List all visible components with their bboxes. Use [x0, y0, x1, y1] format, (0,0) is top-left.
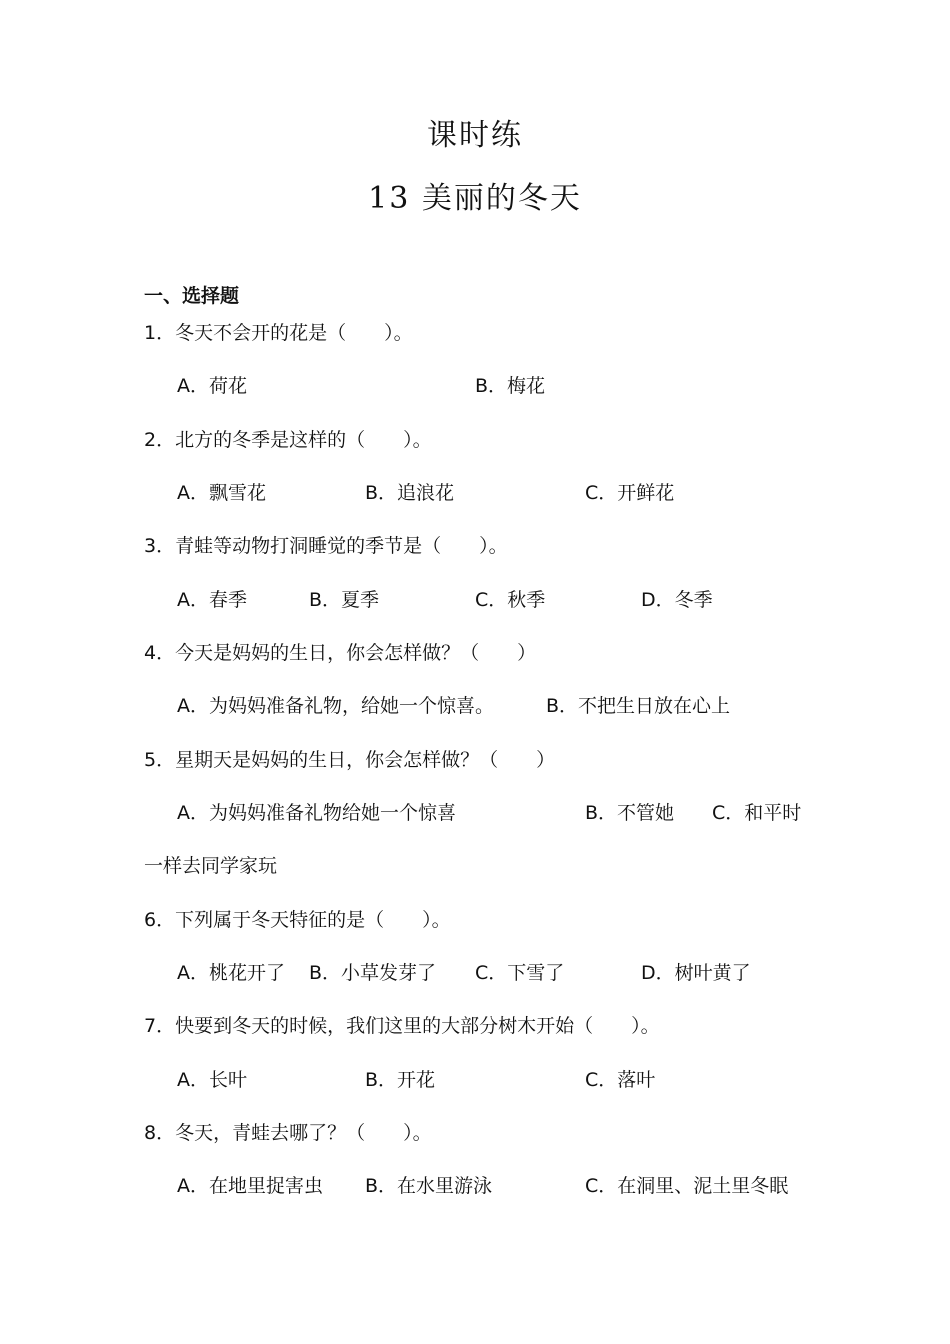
- question-7-stem: 7．快要到冬天的时候，我们这里的大部分树木开始（ ）。: [144, 1015, 660, 1037]
- question-6-option-b: B．小草发芽了: [309, 962, 437, 984]
- question-3-option-d: D．冬季: [641, 589, 713, 611]
- worksheet-title: 课时练: [427, 118, 523, 153]
- question-3-option-a: A．春季: [177, 589, 247, 611]
- question-5-option-c-continuation: 一样去同学家玩: [144, 855, 278, 877]
- question-2-option-b: B．追浪花: [365, 482, 455, 504]
- question-6-stem: 6．下列属于冬天特征的是（ ）。: [144, 909, 451, 931]
- question-2-option-a: A．飘雪花: [177, 482, 266, 504]
- question-7-option-a: A．长叶: [177, 1069, 247, 1091]
- question-7-option-c: C．落叶: [585, 1069, 656, 1091]
- question-4-option-a: A．为妈妈准备礼物，给她一个惊喜。: [177, 695, 494, 717]
- question-1-option-b: B．梅花: [475, 375, 546, 397]
- question-8-option-b: B．在水里游泳: [365, 1175, 493, 1197]
- question-4-stem: 4．今天是妈妈的生日，你会怎样做？（ ）: [144, 642, 537, 664]
- question-4-option-b: B．不把生日放在心上: [546, 695, 731, 717]
- question-5-option-b: B．不管她: [585, 802, 675, 824]
- question-7-option-b: B．开花: [365, 1069, 436, 1091]
- question-6-option-d: D．树叶黄了: [641, 962, 751, 984]
- question-8-option-c: C．在洞里、泥土里冬眠: [585, 1175, 789, 1197]
- lesson-title: 13 美丽的冬天: [368, 181, 582, 216]
- question-6-option-a: A．桃花开了: [177, 962, 285, 984]
- question-6-option-c: C．下雪了: [475, 962, 565, 984]
- section-heading: 一、选择题: [144, 285, 240, 307]
- question-3-stem: 3．青蛙等动物打洞睡觉的季节是（ ）。: [144, 535, 508, 557]
- question-5-option-c: C．和平时: [712, 802, 802, 824]
- question-2-stem: 2．北方的冬季是这样的（ ）。: [144, 429, 432, 451]
- question-5-stem: 5．星期天是妈妈的生日，你会怎样做？（ ）: [144, 749, 556, 771]
- question-8-stem: 8．冬天，青蛙去哪了？（ ）。: [144, 1122, 432, 1144]
- question-3-option-c: C．秋季: [475, 589, 546, 611]
- question-1-option-a: A．荷花: [177, 375, 247, 397]
- question-3-option-b: B．夏季: [309, 589, 380, 611]
- question-2-option-c: C．开鲜花: [585, 482, 675, 504]
- question-8-option-a: A．在地里捉害虫: [177, 1175, 323, 1197]
- question-1-stem: 1．冬天不会开的花是（ ）。: [144, 322, 413, 344]
- question-5-option-a: A．为妈妈准备礼物给她一个惊喜: [177, 802, 456, 824]
